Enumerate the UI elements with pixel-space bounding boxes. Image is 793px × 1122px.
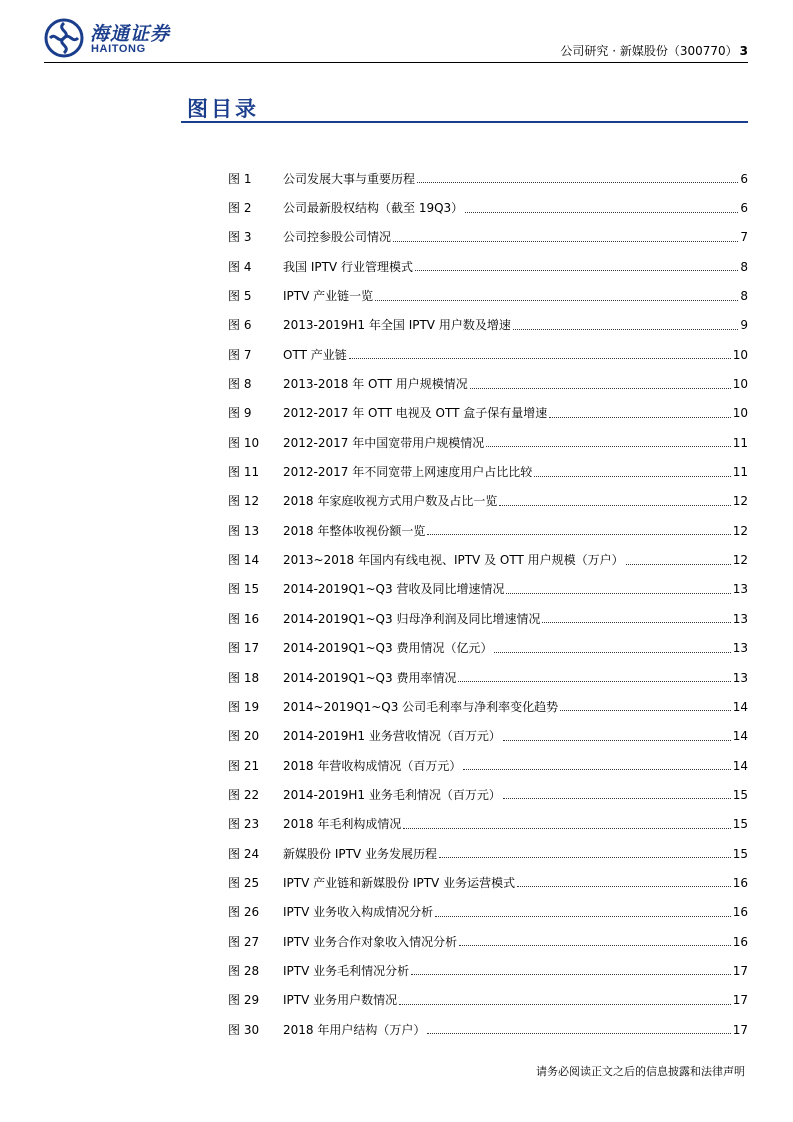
report-label: 公司研究 · 新媒股份（300770） [560, 44, 738, 58]
toc-entry-page: 16 [732, 875, 748, 890]
toc-leader-dots [427, 1025, 730, 1034]
toc-entry-page: 15 [732, 817, 748, 832]
toc-entry-label: 图 8 [228, 377, 252, 392]
toc-leader-dots [415, 262, 738, 271]
toc-entry-page: 12 [732, 523, 748, 538]
toc-leader-dots [513, 321, 739, 330]
toc-entry-text: 2018 年用户结构（万户） [283, 1022, 426, 1037]
toc-leader-dots [435, 908, 731, 917]
toc-entry-text: OTT 产业链 [283, 347, 347, 362]
toc-entry-label: 图 6 [228, 318, 252, 333]
footer-disclaimer: 请务必阅读正文之后的信息披露和法律声明 [536, 1065, 745, 1078]
toc-entry-text: 2014-2019Q1~Q3 归母净利润及同比增速情况 [283, 611, 541, 626]
toc-entry[interactable] [228, 252, 748, 281]
toc-entry-text: 公司最新股权结构（截至 19Q3） [283, 201, 464, 216]
toc-entry-label: 图 2 [228, 201, 252, 216]
toc-entry-label: 图 30 [228, 1022, 260, 1037]
toc-entry-page: 6 [740, 171, 748, 186]
toc-entry-text: 2012-2017 年 OTT 电视及 OTT 盒子保有量增速 [283, 406, 548, 421]
toc-entry-text: IPTV 产业链和新媒股份 IPTV 业务运营模式 [283, 875, 516, 890]
toc-entry-text: 2018 年营收构成情况（百万元） [283, 758, 462, 773]
toc-title: 图目录 [187, 97, 259, 121]
toc-leader-dots [439, 849, 731, 858]
toc-entry-text: 2013~2018 年国内有线电视、IPTV 及 OTT 用户规模（万户） [283, 553, 624, 568]
toc-leader-dots [470, 380, 731, 389]
toc-entry[interactable] [228, 663, 748, 692]
toc-leader-dots [393, 233, 738, 242]
toc-entry-page: 9 [740, 318, 748, 333]
logo-english-name: HAITONG [91, 43, 146, 55]
logo-chinese-name: 海通证券 [90, 23, 171, 45]
toc-entry-text: 2012-2017 年不同宽带上网速度用户占比比较 [283, 465, 533, 480]
toc-entry-text: 2014-2019Q1~Q3 营收及同比增速情况 [283, 582, 505, 597]
toc-entry[interactable] [228, 193, 748, 222]
toc-entry-label: 图 27 [228, 934, 260, 949]
toc-entry[interactable] [228, 340, 748, 369]
toc-entry-page: 15 [732, 787, 748, 802]
toc-entry-label: 图 14 [228, 553, 260, 568]
toc-entry[interactable] [228, 487, 748, 516]
toc-entry-label: 图 9 [228, 406, 252, 421]
toc-entry[interactable] [228, 780, 748, 809]
toc-entry-label: 图 13 [228, 523, 260, 538]
toc-entry-label: 图 12 [228, 494, 260, 509]
toc-entry[interactable] [228, 839, 748, 868]
toc-entry-page: 14 [732, 758, 748, 773]
toc-entry-label: 图 3 [228, 230, 252, 245]
toc-entry-label: 图 29 [228, 993, 260, 1008]
page-number: 3 [739, 44, 748, 58]
toc-entry-text: 2018 年毛利构成情况 [283, 817, 402, 832]
toc-entry-page: 7 [740, 230, 748, 245]
toc-leader-dots [465, 204, 738, 213]
toc-entry-label: 图 17 [228, 641, 260, 656]
toc-entry[interactable] [228, 810, 748, 839]
toc-entry-text: 2014-2019H1 业务毛利情况（百万元） [283, 787, 501, 802]
toc-entry-page: 17 [732, 1022, 748, 1037]
title-divider [181, 121, 748, 123]
toc-entry[interactable] [228, 986, 748, 1015]
toc-entry-label: 图 28 [228, 963, 260, 978]
toc-leader-dots [463, 761, 730, 770]
toc-entry-text: 2018 年整体收视份额一览 [283, 523, 426, 538]
toc-entry[interactable] [228, 751, 748, 780]
toc-entry-page: 14 [732, 729, 748, 744]
toc-entry-text: IPTV 业务合作对象收入情况分析 [283, 934, 458, 949]
toc-entry-page: 13 [732, 670, 748, 685]
toc-entry-page: 15 [732, 846, 748, 861]
toc-entry[interactable] [228, 956, 748, 985]
toc-entry-page: 13 [732, 582, 748, 597]
toc-entry-page: 17 [732, 993, 748, 1008]
toc-entry-text: 公司控参股公司情况 [283, 230, 392, 245]
toc-entry-page: 12 [732, 553, 748, 568]
toc-entry[interactable] [228, 369, 748, 398]
company-logo [44, 18, 194, 58]
toc-entry[interactable] [228, 604, 748, 633]
toc-entry-text: 2012-2017 年中国宽带用户规模情况 [283, 435, 485, 450]
toc-entry-page: 6 [740, 201, 748, 216]
toc-entry[interactable] [228, 634, 748, 663]
toc-entry-text: 2018 年家庭收视方式用户数及占比一览 [283, 494, 498, 509]
toc-leader-dots [486, 438, 730, 447]
toc-leader-dots [542, 614, 730, 623]
toc-entry-label: 图 19 [228, 699, 260, 714]
toc-entry-label: 图 4 [228, 259, 252, 274]
toc-entry-page: 11 [732, 435, 748, 450]
toc-leader-dots [517, 878, 731, 887]
toc-entry-page: 13 [732, 641, 748, 656]
toc-entry[interactable] [228, 692, 748, 721]
toc-entry-label: 图 7 [228, 347, 252, 362]
toc-entry-text: 2014-2019Q1~Q3 费用率情况 [283, 670, 457, 685]
toc-entry[interactable] [228, 575, 748, 604]
toc-entry-label: 图 26 [228, 905, 260, 920]
toc-leader-dots [427, 526, 730, 535]
toc-entry-label: 图 24 [228, 846, 260, 861]
toc-leader-dots [560, 702, 731, 711]
report-header [560, 42, 748, 59]
toc-entry[interactable] [228, 927, 748, 956]
toc-entry-label: 图 10 [228, 435, 260, 450]
toc-entry-page: 10 [732, 377, 748, 392]
toc-leader-dots [494, 644, 730, 653]
toc-entry-label: 图 1 [228, 171, 252, 186]
toc-entry-page: 14 [732, 699, 748, 714]
toc-leader-dots [503, 790, 731, 799]
toc-entry-label: 图 21 [228, 758, 260, 773]
toc-entry[interactable] [228, 281, 748, 310]
toc-entry-text: IPTV 业务用户数情况 [283, 993, 398, 1008]
toc-entry[interactable] [228, 516, 748, 545]
toc-entry-text: 2013-2019H1 年全国 IPTV 用户数及增速 [283, 318, 511, 333]
toc-entry-text: 2013-2018 年 OTT 用户规模情况 [283, 377, 468, 392]
toc-entry-label: 图 23 [228, 817, 260, 832]
toc-entry[interactable] [228, 545, 748, 574]
toc-entry-label: 图 16 [228, 611, 260, 626]
toc-leader-dots [411, 966, 731, 975]
toc-entry-page: 10 [732, 347, 748, 362]
toc-leader-dots [549, 409, 730, 418]
toc-entry-text: IPTV 业务毛利情况分析 [283, 963, 410, 978]
toc-entry-label: 图 22 [228, 787, 260, 802]
toc-entry[interactable] [228, 1015, 748, 1044]
toc-leader-dots [506, 585, 730, 594]
header-divider [44, 62, 748, 63]
toc-entry-page: 8 [740, 259, 748, 274]
haitong-logo-icon [44, 18, 84, 58]
toc-entry-page: 16 [732, 934, 748, 949]
toc-entry[interactable] [228, 457, 748, 486]
toc-entry-label: 图 15 [228, 582, 260, 597]
toc-entry[interactable] [228, 164, 748, 193]
toc-entry-text: 公司发展大事与重要历程 [283, 171, 416, 186]
toc-entry[interactable] [228, 428, 748, 457]
toc-leader-dots [399, 996, 731, 1005]
toc-entry-text: IPTV 产业链一览 [283, 289, 374, 304]
toc-entry-page: 16 [732, 905, 748, 920]
toc-entry-text: 2014-2019Q1~Q3 费用情况（亿元） [283, 641, 493, 656]
toc-leader-dots [534, 468, 730, 477]
toc-entry-page: 13 [732, 611, 748, 626]
toc-leader-dots [458, 673, 730, 682]
toc-leader-dots [499, 497, 730, 506]
toc-entry-page: 17 [732, 963, 748, 978]
toc-entry-label: 图 25 [228, 875, 260, 890]
toc-entry-text: 2014-2019H1 业务营收情况（百万元） [283, 729, 501, 744]
toc-leader-dots [626, 556, 731, 565]
toc-leader-dots [459, 937, 731, 946]
toc-entry[interactable] [228, 898, 748, 927]
toc-entry-page: 10 [732, 406, 748, 421]
toc-entry-label: 图 11 [228, 465, 260, 480]
toc-entry-label: 图 18 [228, 670, 260, 685]
toc-entry[interactable] [228, 311, 748, 340]
toc-entry-text: 我国 IPTV 行业管理模式 [283, 259, 413, 274]
toc-leader-dots [375, 292, 738, 301]
toc-entry[interactable] [228, 399, 748, 428]
toc-list [228, 164, 748, 1044]
toc-entry-label: 图 20 [228, 729, 260, 744]
toc-leader-dots [403, 820, 730, 829]
toc-entry-label: 图 5 [228, 289, 252, 304]
toc-entry[interactable] [228, 722, 748, 751]
toc-entry-page: 8 [740, 289, 748, 304]
toc-leader-dots [503, 732, 731, 741]
toc-leader-dots [349, 350, 731, 359]
toc-entry-text: IPTV 业务收入构成情况分析 [283, 905, 434, 920]
toc-leader-dots [417, 174, 738, 183]
toc-entry[interactable] [228, 868, 748, 897]
toc-entry-text: 新媒股份 IPTV 业务发展历程 [283, 846, 437, 861]
toc-entry-page: 11 [732, 465, 748, 480]
toc-entry-page: 12 [732, 494, 748, 509]
toc-entry[interactable] [228, 223, 748, 252]
toc-entry-text: 2014~2019Q1~Q3 公司毛利率与净利率变化趋势 [283, 699, 559, 714]
